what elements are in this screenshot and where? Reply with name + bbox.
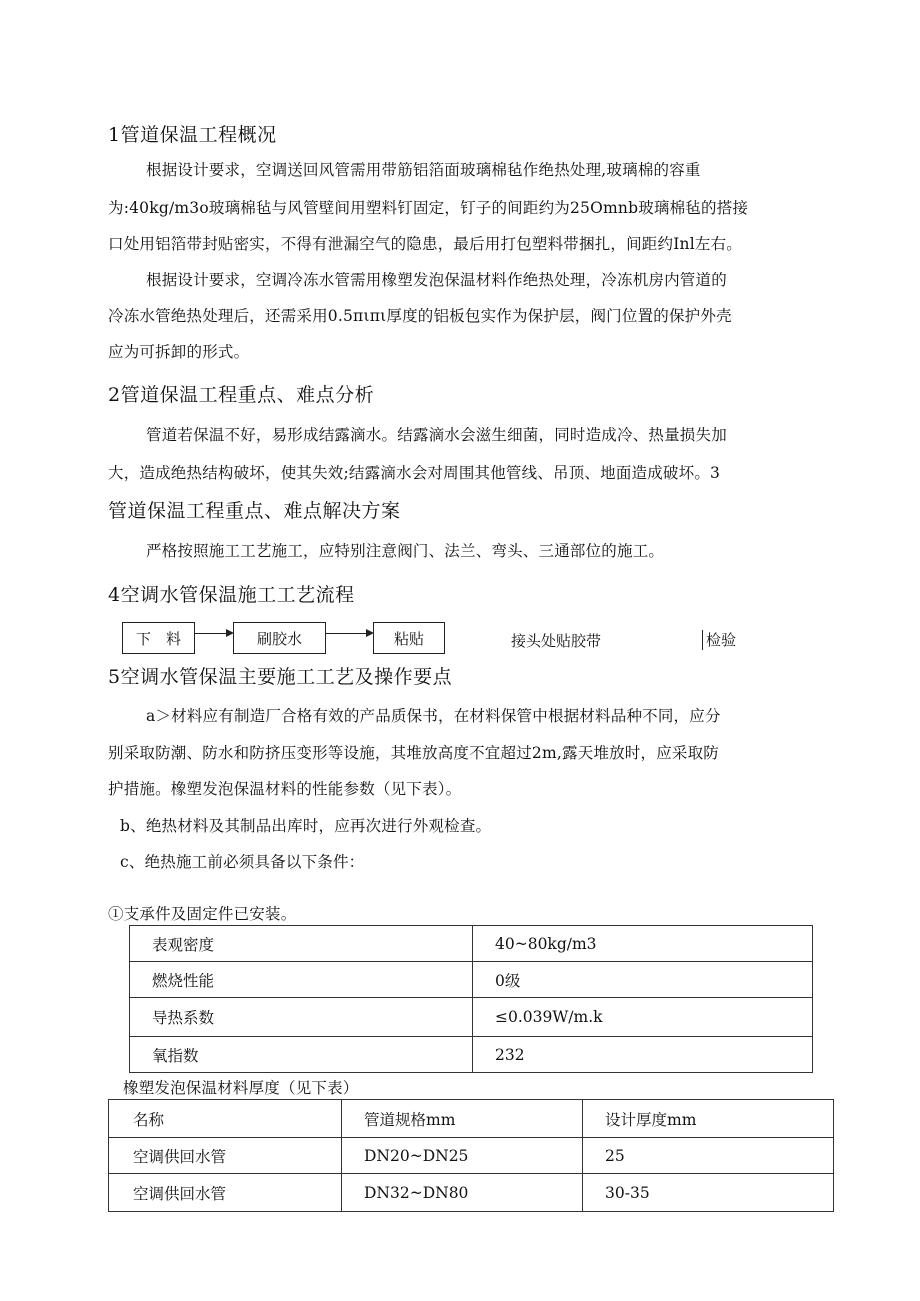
- table-header-cell: 管道规格mm: [342, 1100, 583, 1138]
- section-5-a-line-1: a＞材料应有制造厂合格有效的产品质保书，在材料保管中根据材料品种不同，应分: [146, 707, 721, 725]
- section-3-heading: 管道保温工程重点、难点解决方案: [108, 500, 401, 522]
- flow-step-glue: 刷胶水: [233, 622, 326, 654]
- performance-table: [129, 925, 813, 1073]
- table-cell-value: 232: [473, 1037, 813, 1073]
- table-cell-value: ≤0.039W∕m.k: [473, 998, 813, 1037]
- section-2-heading: 2管道保温工程重点、难点分析: [108, 384, 375, 406]
- section-5-c: c、绝热施工前必须具备以下条件：: [120, 853, 365, 871]
- section-1-heading: 1管道保温工程概况: [108, 124, 277, 146]
- flow-arrow-2: [326, 633, 372, 634]
- table-header-cell: 设计厚度mm: [583, 1100, 834, 1138]
- flow-step-paste: 粘贴: [373, 622, 445, 654]
- section-4-heading: 4空调水管保温施工工艺流程: [108, 584, 355, 606]
- table-cell: DN20~DN25: [342, 1138, 583, 1174]
- table-cell-key: 表观密度: [130, 926, 473, 962]
- flow-step-cutting: 下 料: [122, 622, 195, 654]
- thickness-table-caption: 橡塑发泡保温材料厚度（见下表）: [123, 1079, 359, 1097]
- section-1-paragraph-2-line-2: 冷冻水管绝热处理后，还需采用0.5πιπι厚度的铝板包实作为保护层，阀门位置的保护外壳: [108, 307, 732, 325]
- section-3-line-1: 严格按照施工工艺施工，应特别注意阀门、法兰、弯头、三通部位的施工。: [146, 542, 665, 560]
- table-header-cell: 名称: [109, 1100, 342, 1138]
- table-cell: DN32~DN80: [342, 1174, 583, 1212]
- section-5-heading: 5空调水管保温主要施工工艺及操作要点: [108, 666, 453, 688]
- table-row: [130, 1037, 813, 1073]
- table-cell-value: 0级: [473, 962, 813, 998]
- table-row: [130, 998, 813, 1037]
- section-1-paragraph-1-line-1: 根据设计要求，空调送回风管需用带筋铝箔面玻璃棉毡作绝热处理,玻璃棉的容重: [146, 161, 701, 179]
- section-5-a-line-3: 护措施。橡塑发泡保温材料的性能参数（见下表）。: [108, 780, 462, 798]
- table-cell: 30-35: [583, 1174, 834, 1212]
- flow-step-tape: 接头处贴胶带: [511, 632, 602, 650]
- table-cell-key: 氧指数: [130, 1037, 473, 1073]
- section-5-b: b、绝热材料及其制品出库时，应再次进行外观检查。: [120, 817, 492, 835]
- table-cell: 25: [583, 1138, 834, 1174]
- table-cell: 空调供回水管: [109, 1174, 342, 1212]
- table-cell: 空调供回水管: [109, 1138, 342, 1174]
- section-1-paragraph-2-line-3: 应为可拆卸的形式。: [108, 343, 250, 361]
- section-2-line-1: 管道若保温不好，易形成结露滴水。结露滴水会滋生细菌，同时造成冷、热量损失加: [146, 426, 727, 444]
- section-2-line-2: 大，造成绝热结构破坏，使其失效;结露滴水会对周围其他管线、吊顶、地面造成破坏。3: [108, 464, 721, 482]
- section-5-c-item-1: ①支承件及固定件已安装。: [108, 905, 297, 923]
- table-row: [109, 1138, 834, 1174]
- section-1-paragraph-2-line-1: 根据设计要求，空调冷冻水管需用橡塑发泡保温材料作绝热处理，冷冻机房内管道的: [146, 271, 727, 289]
- table-header-row: [109, 1100, 834, 1138]
- thickness-table: [108, 1099, 834, 1212]
- flow-arrow-1: [195, 633, 232, 634]
- section-1-paragraph-1-line-2: 为:40kg∕m3o玻璃棉毡与风管壁间用塑料钉固定，钉子的间距约为25Omnb玻璃棉毡的搭接: [108, 199, 749, 217]
- table-cell-value: 40~80kg∕m3: [473, 926, 813, 962]
- table-cell-key: 导热系数: [130, 998, 473, 1037]
- flow-step-inspect: 检验: [702, 630, 736, 650]
- section-1-paragraph-1-line-3: 口处用铝箔带封贴密实，不得有泄漏空气的隐患，最后用打包塑料带捆扎，间距约Inl左右。: [108, 235, 742, 253]
- table-row: [109, 1174, 834, 1212]
- table-row: [130, 926, 813, 962]
- table-cell-key: 燃烧性能: [130, 962, 473, 998]
- section-5-a-line-2: 别采取防潮、防水和防挤压变形等设施，其堆放高度不宜超过2m,露天堆放时，应采取防: [108, 744, 719, 762]
- table-row: [130, 962, 813, 998]
